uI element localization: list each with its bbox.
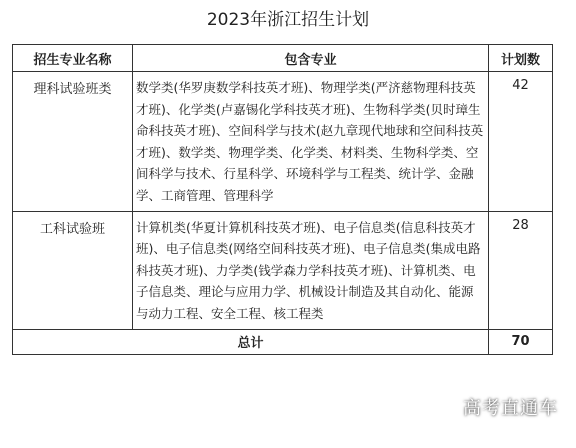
header-category: 招生专业名称: [13, 45, 133, 72]
total-row: [13, 329, 553, 354]
page-title: 2023年浙江招生计划: [206, 10, 370, 30]
watermark: 高考直通车: [463, 398, 558, 419]
header-count: 计划数: [489, 45, 553, 72]
table-row: [13, 72, 553, 212]
enrollment-plan-table: [12, 44, 553, 355]
majors-cell: 数学类(华罗庚数学科技英才班)、物理学类(严济慈物理科技英才班)、化学类(卢嘉锡化学科技英才班)、生物科学类(贝时璋生命科技英才班)、空间科学与技术(赵九章现代地球和空间科技英才班)、数学类、物理学类、化学类、材料类、生物科学类、空间科学与技术、行星科学、环境科学与工程类、统计学、金融学、工商管理、管理科学: [133, 72, 489, 212]
table-row: [13, 211, 553, 329]
category-cell: 工科试验班: [13, 211, 133, 329]
count-cell: 42: [489, 72, 553, 212]
table-header-row: [13, 45, 553, 72]
majors-cell: 计算机类(华夏计算机科技英才班)、电子信息类(信息科技英才班)、电子信息类(网络空间科技英才班)、电子信息类(集成电路科技英才班)、力学类(钱学森力学科技英才班)、计算机类、电子信息类、理论与应用力学、机械设计制造及其自动化、能源与动力工程、安全工程、核工程类: [133, 211, 489, 329]
count-cell: 28: [489, 211, 553, 329]
header-majors: 包含专业: [133, 45, 489, 72]
total-count: 70: [489, 329, 553, 354]
category-cell: 理科试验班类: [13, 72, 133, 212]
total-label: 总计: [13, 329, 489, 354]
